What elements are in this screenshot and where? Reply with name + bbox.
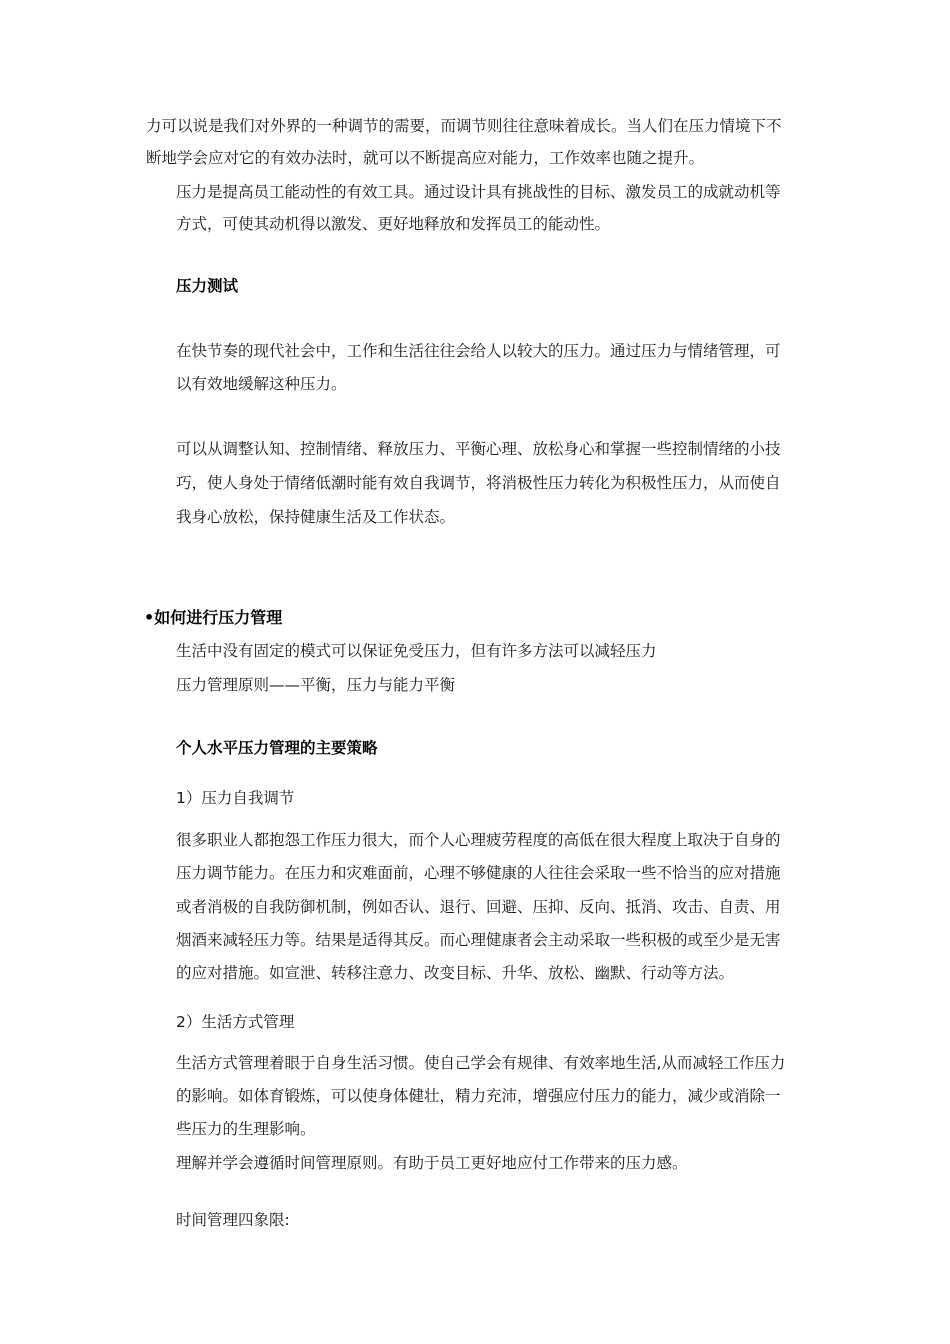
paragraph-line: 很多职业人都抱怨工作压力很大，而个人心理疲劳程度的高低在很大程度上取决于自身的 <box>176 831 781 849</box>
section-heading: 压力测试 <box>176 277 239 295</box>
paragraph-line: 断地学会应对它的有效办法时，就可以不断提高应对能力，工作效率也随之提升。 <box>146 149 705 167</box>
paragraph-line: 生活方式管理着眼于自身生活习惯。使自己学会有规律、有效率地生活,从而减轻工作压力 <box>176 1054 786 1072</box>
paragraph-line: 方式，可使其动机得以激发、更好地释放和发挥员工的能动性。 <box>176 215 611 233</box>
paragraph-line: 或者消极的自我防御机制，例如否认、退行、回避、压抑、反向、抵消、攻击、自责、用 <box>176 898 781 916</box>
paragraph-line: 我身心放松，保持健康生活及工作状态。 <box>176 508 456 526</box>
paragraph-line: 生活中没有固定的模式可以保证免受压力，但有许多方法可以减轻压力 <box>176 642 657 660</box>
paragraph-line: 可以从调整认知、控制情绪、释放压力、平衡心理、放松身心和掌握一些控制情绪的小技 <box>176 440 781 458</box>
paragraph-line: 理解并学会遵循时间管理原则。有助于员工更好地应付工作带来的压力感。 <box>176 1154 688 1172</box>
list-item-title: 1）压力自我调节 <box>176 789 295 807</box>
paragraph-line: 些压力的生理影响。 <box>176 1120 316 1138</box>
paragraph-line: 力可以说是我们对外界的一种调节的需要，而调节则往往意味着成长。当人们在压力情境下不 <box>146 117 782 135</box>
section-heading-bullet: •如何进行压力管理 <box>144 608 283 627</box>
paragraph-line: 巧，使人身处于情绪低潮时能有效自我调节，将消极性压力转化为积极性压力，从而使自 <box>176 474 781 492</box>
paragraph-line: 的影响。如体育锻炼，可以使身体健壮，精力充沛，增强应付压力的能力，减少或消除一 <box>176 1087 781 1105</box>
paragraph-line: 烟酒来减轻压力等。结果是适得其反。而心理健康者会主动采取一些积极的或至少是无害 <box>176 931 781 949</box>
list-item-title: 2）生活方式管理 <box>176 1013 295 1031</box>
paragraph-line: 时间管理四象限: <box>176 1211 290 1229</box>
section-heading: 个人水平压力管理的主要策略 <box>176 739 378 757</box>
paragraph-line: 压力调节能力。在压力和灾难面前，心理不够健康的人往往会采取一些不恰当的应对措施 <box>176 864 781 882</box>
paragraph-line: 压力管理原则——平衡，压力与能力平衡 <box>176 676 456 694</box>
paragraph-line: 在快节奏的现代社会中，工作和生活往往会给人以较大的压力。通过压力与情绪管理，可 <box>176 342 781 360</box>
paragraph-line: 压力是提高员工能动性的有效工具。通过设计具有挑战性的目标、激发员工的成就动机等 <box>176 183 781 201</box>
paragraph-line: 的应对措施。如宣泄、转移注意力、改变目标、升华、放松、幽默、行动等方法。 <box>176 964 735 982</box>
paragraph-line: 以有效地缓解这种压力。 <box>176 375 347 393</box>
